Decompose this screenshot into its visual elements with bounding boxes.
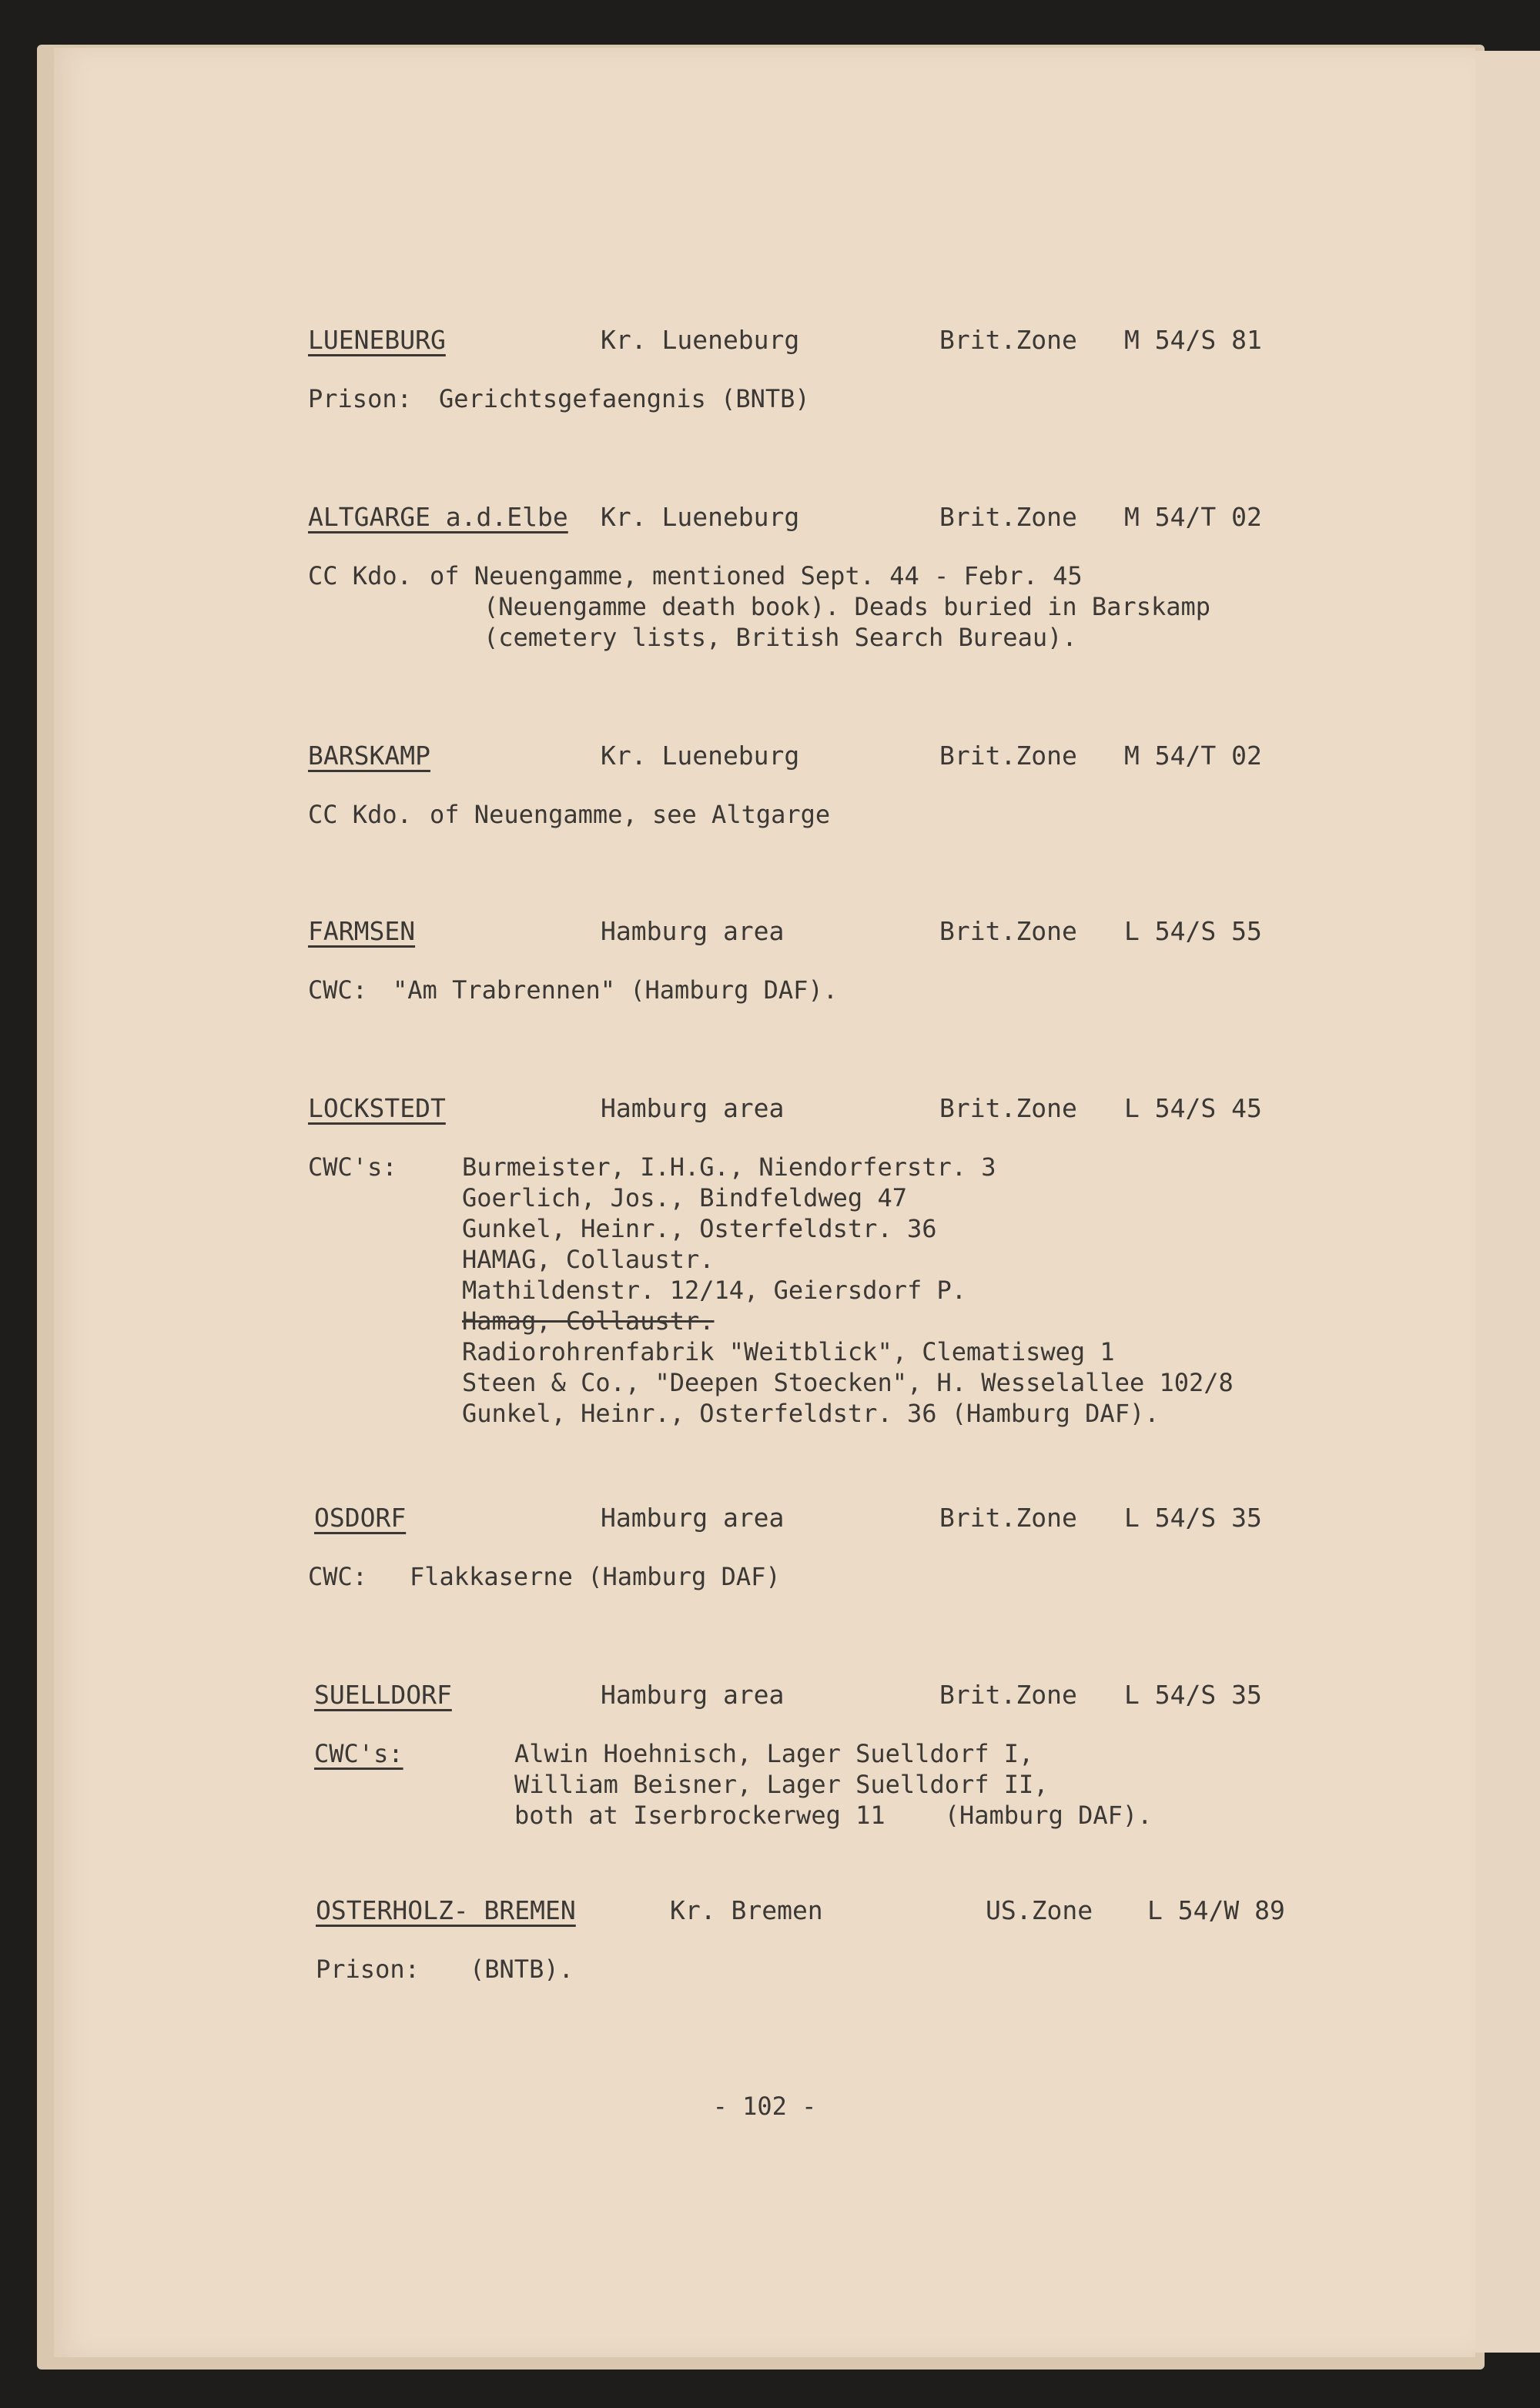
place-name: LUENEBURG <box>308 325 446 355</box>
entry-line: William Beisner, Lager Suelldorf II, <box>514 1770 1049 1799</box>
entry-osdorf <box>54 1503 1475 1591</box>
entry-osterholz-bremen <box>54 1895 1475 1984</box>
entry-line: Mathildenstr. 12/14, Geiersdorf P. <box>462 1276 967 1305</box>
place-name: LOCKSTEDT <box>308 1093 446 1123</box>
entry-label: CWC: <box>308 1562 368 1591</box>
entry-label: CWC's: <box>314 1739 403 1768</box>
zone: Brit.Zone <box>939 1503 1077 1533</box>
entry-line: (Neuengamme death book). Deads buried in Barskamp <box>484 592 1211 621</box>
entry-lockstedt <box>54 1093 1475 1429</box>
district: Hamburg area <box>601 916 785 946</box>
struck-line: Hamag, Collaustr. <box>462 1306 715 1336</box>
map-code: L 54/S 55 <box>1124 916 1262 946</box>
entry-text: (BNTB). <box>470 1955 574 1984</box>
entry-barskamp <box>54 741 1475 829</box>
entry-lueneburg <box>54 325 1475 413</box>
entry-line: (cemetery lists, British Search Bureau). <box>484 623 1077 652</box>
map-code: L 54/S 35 <box>1124 1503 1262 1533</box>
district: Kr. Lueneburg <box>601 741 800 771</box>
entry-line: Burmeister, I.H.G., Niendorferstr. 3 <box>462 1152 996 1182</box>
entry-line: Steen & Co., "Deepen Stoecken", H. Wesselallee 102/8 <box>462 1368 1234 1397</box>
entry-label: CWC: <box>308 975 368 1005</box>
entry-line: Radiorohrenfabrik "Weitblick", Clematisweg 1 <box>462 1337 1115 1366</box>
district: Hamburg area <box>601 1093 785 1123</box>
entry-text: Gerichtsgefaengnis (BNTB) <box>439 384 810 413</box>
place-name: OSTERHOLZ- BREMEN <box>316 1895 576 1925</box>
zone: Brit.Zone <box>939 916 1077 946</box>
entry-line: Gunkel, Heinr., Osterfeldstr. 36 <box>462 1214 937 1243</box>
document-page <box>54 48 1475 2357</box>
entry-label: CWC's: <box>308 1152 397 1182</box>
place-name: OSDORF <box>314 1503 407 1533</box>
district: Hamburg area <box>601 1680 785 1710</box>
next-page-edge <box>1472 51 1540 2353</box>
district: Kr. Lueneburg <box>601 502 800 532</box>
zone: Brit.Zone <box>939 502 1077 532</box>
map-code: M 54/S 81 <box>1124 325 1262 355</box>
zone: Brit.Zone <box>939 1093 1077 1123</box>
place-name: SUELLDORF <box>314 1680 452 1710</box>
zone: Brit.Zone <box>939 741 1077 771</box>
place-name: ALTGARGE a.d.Elbe <box>308 502 568 532</box>
entry-altgarge <box>54 502 1475 653</box>
entry-label: CC Kdo. <box>308 800 412 829</box>
district: Kr. Lueneburg <box>601 325 800 355</box>
entry-suelldorf <box>54 1680 1475 1831</box>
map-code: L 54/S 45 <box>1124 1093 1262 1123</box>
page-number: - 102 - <box>712 2092 817 2121</box>
place-name: FARMSEN <box>308 916 416 946</box>
zone: US.Zone <box>986 1895 1093 1925</box>
entry-text: of Neuengamme, see Altgarge <box>430 800 831 829</box>
map-code: M 54/T 02 <box>1124 502 1262 532</box>
entry-text: Flakkaserne (Hamburg DAF) <box>410 1562 781 1591</box>
entry-label: CC Kdo. <box>308 561 412 590</box>
entry-line: of Neuengamme, mentioned Sept. 44 - Febr. 45 <box>430 561 1083 590</box>
entry-line: Gunkel, Heinr., Osterfeldstr. 36 (Hamburg DAF). <box>462 1399 1160 1428</box>
zone: Brit.Zone <box>939 325 1077 355</box>
entry-line: HAMAG, Collaustr. <box>462 1245 715 1274</box>
entry-farmsen <box>54 916 1475 1005</box>
entry-line: Alwin Hoehnisch, Lager Suelldorf I, <box>514 1739 1034 1768</box>
place-name: BARSKAMP <box>308 741 430 771</box>
district: Hamburg area <box>601 1503 785 1533</box>
entry-line: both at Iserbrockerweg 11 (Hamburg DAF). <box>514 1801 1153 1830</box>
zone: Brit.Zone <box>939 1680 1077 1710</box>
district: Kr. Bremen <box>670 1895 823 1925</box>
entry-label: Prison: <box>308 384 412 413</box>
entry-label: Prison: <box>316 1955 420 1984</box>
map-code: L 54/S 35 <box>1124 1680 1262 1710</box>
entry-text: "Am Trabrennen" (Hamburg DAF). <box>393 975 838 1005</box>
map-code: L 54/W 89 <box>1147 1895 1285 1925</box>
map-code: M 54/T 02 <box>1124 741 1262 771</box>
entry-line: Goerlich, Jos., Bindfeldweg 47 <box>462 1183 907 1212</box>
